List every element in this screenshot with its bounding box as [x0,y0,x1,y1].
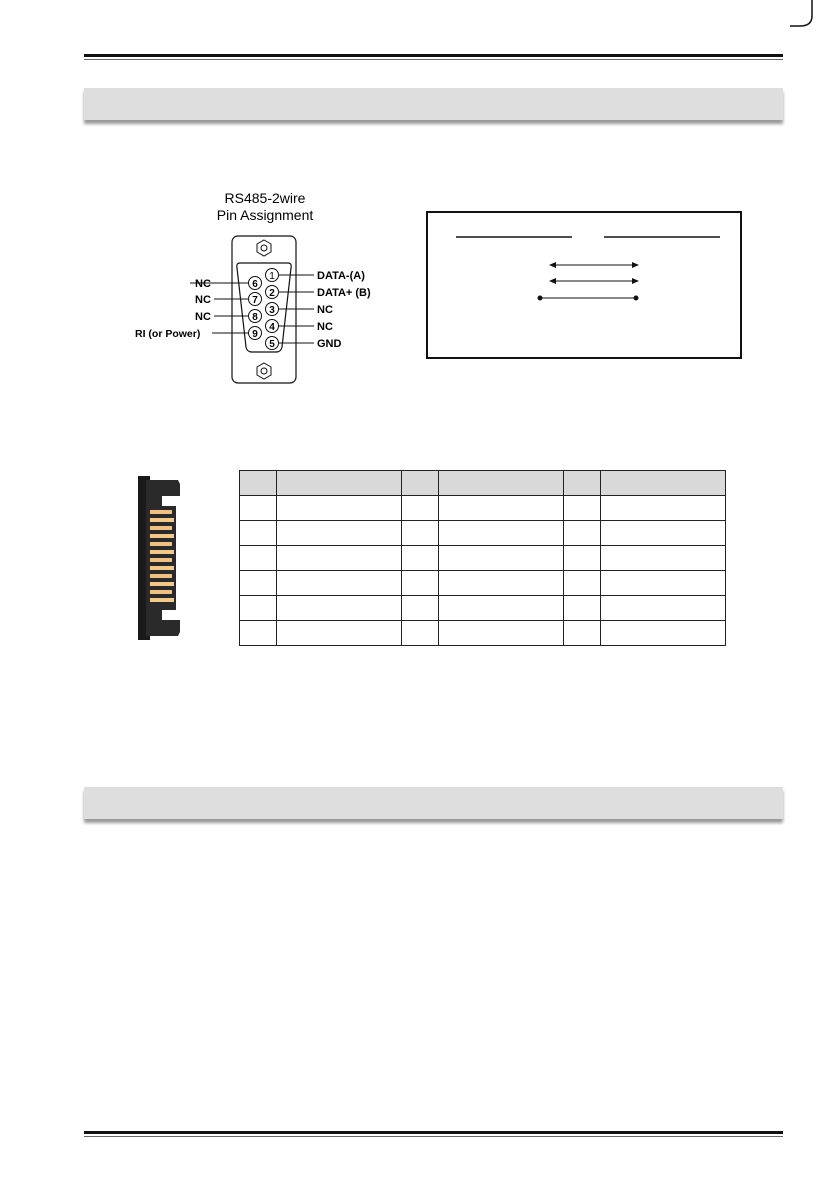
section-heading-bar [84,88,783,120]
terminal-connector-image [136,476,184,640]
table-row [240,546,726,571]
pin-2-label: DATA+ (B) [317,287,371,299]
table-row [240,521,726,546]
wiring-diagram-box [426,211,742,359]
svg-text:5: 5 [269,339,275,350]
svg-text:2: 2 [269,288,275,299]
wiring-lines [428,213,740,357]
ground-line [538,296,639,301]
pin-4-label: NC [317,321,333,333]
table-row [240,621,726,646]
pin-table [239,470,726,646]
pin-5 [266,337,342,351]
pin-5-label: GND [317,338,342,350]
table-row [240,496,726,521]
double-arrow-1 [549,262,639,268]
pin-8 [195,310,262,324]
svg-text:3: 3 [269,305,275,316]
pin-7-label: NC [195,294,211,306]
pin-9-label: RI (or Power) [135,328,201,340]
header-cell [439,471,564,496]
section-heading-bar [84,787,783,819]
header-cell [277,471,402,496]
header-cell [402,471,439,496]
svg-text:8: 8 [252,312,258,323]
pin-6-label: NC [195,278,211,290]
svg-text:9: 9 [252,329,258,340]
svg-text:1: 1 [269,271,275,282]
db9-pin-assignment-diagram [130,185,390,390]
footer-rule [84,1131,783,1137]
pin-6 [190,277,262,291]
svg-text:7: 7 [252,295,258,306]
pin-8-label: NC [195,311,211,323]
pin-3 [266,303,333,317]
pin-1-label: DATA-(A) [317,270,365,282]
corner-crop-mark [0,0,839,30]
diagram-title-line2: Pin Assignment [216,207,314,223]
table-row [240,596,726,621]
pin-3-label: NC [317,304,333,316]
header-rule [84,54,783,60]
double-arrow-2 [549,278,639,284]
svg-text:6: 6 [252,279,258,290]
header-cell [564,471,601,496]
svg-text:4: 4 [269,322,275,333]
header-cell [601,471,726,496]
pin-7 [195,293,262,307]
header-cell [240,471,277,496]
table-header-row [240,471,726,496]
table-row [240,571,726,596]
diagram-title-line1: RS485-2wire [224,190,306,206]
pin-4 [266,320,333,334]
